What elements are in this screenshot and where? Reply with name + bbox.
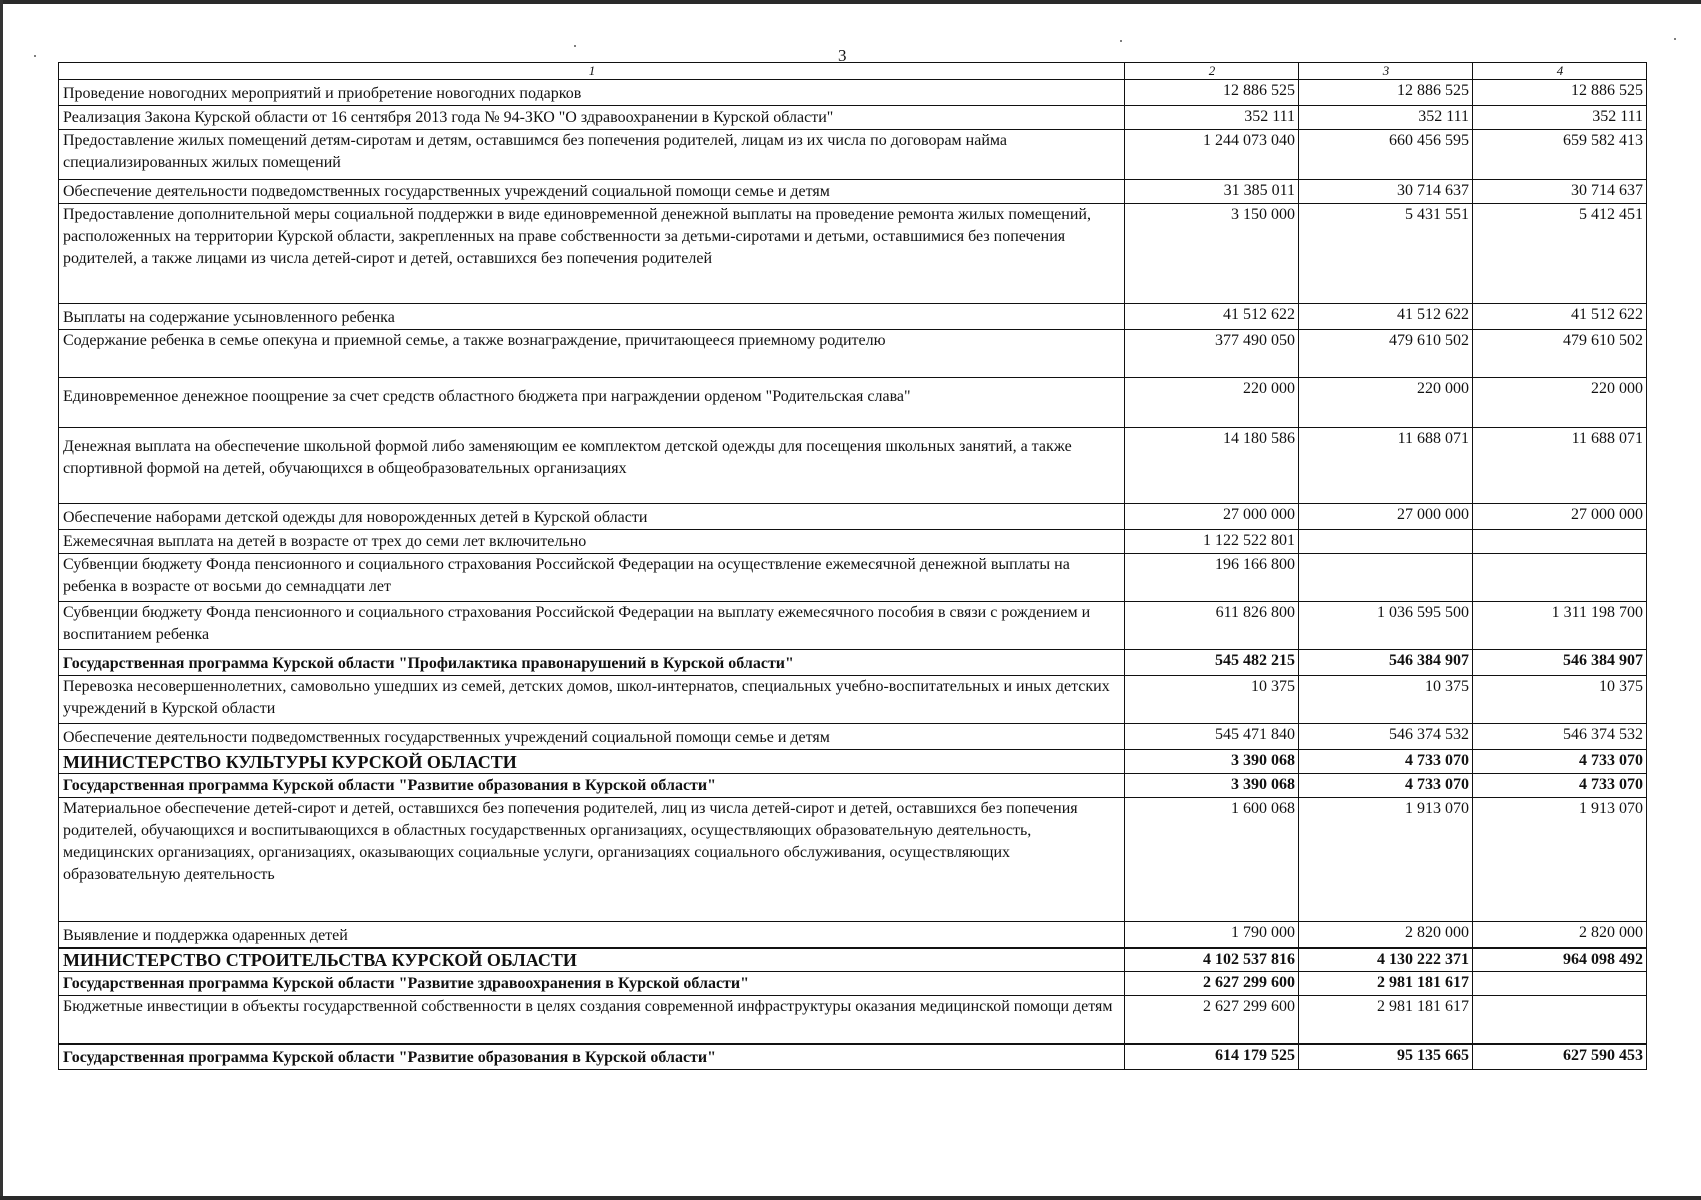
row-value-col4: 5 412 451 bbox=[1473, 204, 1647, 304]
row-value-col2: 31 385 011 bbox=[1125, 180, 1299, 204]
row-value-col4: 30 714 637 bbox=[1473, 180, 1647, 204]
row-value-col2: 10 375 bbox=[1125, 676, 1299, 724]
row-value-col2: 545 471 840 bbox=[1125, 724, 1299, 750]
row-value-col2: 2 627 299 600 bbox=[1125, 972, 1299, 996]
scan-edge-top bbox=[0, 0, 1701, 4]
table-row bbox=[59, 304, 1647, 330]
table-row bbox=[59, 774, 1647, 798]
row-value-col3 bbox=[1299, 530, 1473, 554]
table-row bbox=[59, 180, 1647, 204]
row-description: Субвенции бюджету Фонда пенсионного и социального страхования Российской Федерации на выплату ежемесячного пособия в связи с рождением и воспитанием ребенка bbox=[59, 602, 1125, 650]
row-value-col2: 352 111 bbox=[1125, 106, 1299, 130]
scan-speck bbox=[1674, 38, 1676, 40]
table-header-row bbox=[59, 63, 1647, 80]
row-description: Выплаты на содержание усыновленного ребенка bbox=[59, 304, 1125, 330]
row-value-col4: 27 000 000 bbox=[1473, 504, 1647, 530]
table-row bbox=[59, 106, 1647, 130]
table-row bbox=[59, 130, 1647, 180]
scan-edge-bottom bbox=[0, 1196, 1701, 1200]
table-row bbox=[59, 972, 1647, 996]
row-value-col4 bbox=[1473, 530, 1647, 554]
row-description: Перевозка несовершеннолетних, самовольно ушедших из семей, детских домов, школ-интернатов, специальных учебно-воспитательных и иных детских учреждений в Курской области bbox=[59, 676, 1125, 724]
row-description: Реализация Закона Курской области от 16 сентября 2013 года № 94-ЗКО "О здравоохранении в Курской области" bbox=[59, 106, 1125, 130]
row-value-col3: 4 733 070 bbox=[1299, 774, 1473, 798]
table-row bbox=[59, 428, 1647, 504]
row-description: Государственная программа Курской области "Профилактика правонарушений в Курской области" bbox=[59, 650, 1125, 676]
table-row bbox=[59, 724, 1647, 750]
column-number-2: 2 bbox=[1125, 63, 1299, 80]
row-value-col4 bbox=[1473, 996, 1647, 1044]
scan-speck bbox=[1120, 40, 1122, 42]
row-description: Проведение новогодних мероприятий и приобретение новогодних подарков bbox=[59, 80, 1125, 106]
row-value-col4: 11 688 071 bbox=[1473, 428, 1647, 504]
table-row bbox=[59, 602, 1647, 650]
scan-speck bbox=[574, 45, 576, 47]
row-value-col3: 12 886 525 bbox=[1299, 80, 1473, 106]
row-value-col2: 2 627 299 600 bbox=[1125, 996, 1299, 1044]
row-value-col3: 10 375 bbox=[1299, 676, 1473, 724]
row-description: Обеспечение деятельности подведомственных государственных учреждений социальной помощи семье и детям bbox=[59, 724, 1125, 750]
row-value-col3 bbox=[1299, 554, 1473, 602]
row-value-col3: 546 384 907 bbox=[1299, 650, 1473, 676]
table-row bbox=[59, 948, 1647, 972]
table-row bbox=[59, 996, 1647, 1044]
row-value-col2: 3 390 068 bbox=[1125, 774, 1299, 798]
row-value-col2: 614 179 525 bbox=[1125, 1044, 1299, 1070]
table-row bbox=[59, 330, 1647, 378]
row-value-col4: 479 610 502 bbox=[1473, 330, 1647, 378]
row-value-col4: 964 098 492 bbox=[1473, 948, 1647, 972]
row-value-col4: 546 384 907 bbox=[1473, 650, 1647, 676]
row-value-col3: 2 981 181 617 bbox=[1299, 996, 1473, 1044]
row-value-col2: 611 826 800 bbox=[1125, 602, 1299, 650]
row-value-col4: 4 733 070 bbox=[1473, 774, 1647, 798]
row-value-col3: 4 733 070 bbox=[1299, 750, 1473, 774]
row-value-col3: 479 610 502 bbox=[1299, 330, 1473, 378]
column-number-1: 1 bbox=[59, 63, 1125, 80]
table-row bbox=[59, 554, 1647, 602]
scan-speck bbox=[34, 55, 36, 57]
budget-table bbox=[58, 62, 1647, 1070]
row-value-col4: 220 000 bbox=[1473, 378, 1647, 428]
row-value-col3: 660 456 595 bbox=[1299, 130, 1473, 180]
row-description: Денежная выплата на обеспечение школьной формой либо заменяющим ее комплектом детской одежды для посещения школьных занятий, а также спортивной формой на детей, обучающихся в общеобразовательных организациях bbox=[59, 428, 1125, 504]
row-value-col4: 12 886 525 bbox=[1473, 80, 1647, 106]
row-value-col2: 41 512 622 bbox=[1125, 304, 1299, 330]
row-value-col4: 10 375 bbox=[1473, 676, 1647, 724]
row-value-col4: 1 913 070 bbox=[1473, 798, 1647, 922]
row-value-col3: 27 000 000 bbox=[1299, 504, 1473, 530]
row-value-col4: 659 582 413 bbox=[1473, 130, 1647, 180]
table-row bbox=[59, 80, 1647, 106]
row-value-col3: 2 820 000 bbox=[1299, 922, 1473, 948]
row-description: Предоставление жилых помещений детям-сиротам и детям, оставшимся без попечения родителей, лицам из их числа по договорам найма специализированных жилых помещений bbox=[59, 130, 1125, 180]
row-value-col3: 11 688 071 bbox=[1299, 428, 1473, 504]
table-row bbox=[59, 650, 1647, 676]
row-value-col4 bbox=[1473, 972, 1647, 996]
table-row bbox=[59, 504, 1647, 530]
row-value-col4: 1 311 198 700 bbox=[1473, 602, 1647, 650]
row-value-col2: 27 000 000 bbox=[1125, 504, 1299, 530]
row-value-col4 bbox=[1473, 554, 1647, 602]
row-value-col2: 377 490 050 bbox=[1125, 330, 1299, 378]
row-description: МИНИСТЕРСТВО КУЛЬТУРЫ КУРСКОЙ ОБЛАСТИ bbox=[59, 750, 1125, 774]
table-row bbox=[59, 750, 1647, 774]
page-number: 3 bbox=[838, 46, 847, 65]
row-value-col2: 3 390 068 bbox=[1125, 750, 1299, 774]
row-description: Выявление и поддержка одаренных детей bbox=[59, 922, 1125, 948]
table-row bbox=[59, 922, 1647, 948]
row-value-col3: 4 130 222 371 bbox=[1299, 948, 1473, 972]
row-value-col2: 14 180 586 bbox=[1125, 428, 1299, 504]
row-value-col4: 352 111 bbox=[1473, 106, 1647, 130]
row-description: МИНИСТЕРСТВО СТРОИТЕЛЬСТВА КУРСКОЙ ОБЛАСТИ bbox=[59, 948, 1125, 972]
table-row bbox=[59, 676, 1647, 724]
row-value-col2: 220 000 bbox=[1125, 378, 1299, 428]
scan-edge-left bbox=[0, 0, 3, 1200]
table-row bbox=[59, 378, 1647, 428]
row-description: Государственная программа Курской области "Развитие здравоохранения в Курской области" bbox=[59, 972, 1125, 996]
row-description: Единовременное денежное поощрение за счет средств областного бюджета при награждении орденом "Родительская слава" bbox=[59, 378, 1125, 428]
row-description: Государственная программа Курской области "Развитие образования в Курской области" bbox=[59, 774, 1125, 798]
row-value-col3: 2 981 181 617 bbox=[1299, 972, 1473, 996]
row-description: Субвенции бюджету Фонда пенсионного и социального страхования Российской Федерации на осуществление ежемесячной денежной выплаты на ребенка в возрасте от восьми до семнадцати лет bbox=[59, 554, 1125, 602]
table-row bbox=[59, 530, 1647, 554]
row-value-col2: 1 600 068 bbox=[1125, 798, 1299, 922]
row-value-col3: 5 431 551 bbox=[1299, 204, 1473, 304]
row-description: Обеспечение наборами детской одежды для новорожденных детей в Курской области bbox=[59, 504, 1125, 530]
row-description: Бюджетные инвестиции в объекты государственной собственности в целях создания современной инфраструктуры оказания медицинской помощи детям bbox=[59, 996, 1125, 1044]
row-description: Содержание ребенка в семье опекуна и приемной семье, а также вознаграждение, причитающееся приемному родителю bbox=[59, 330, 1125, 378]
row-value-col3: 41 512 622 bbox=[1299, 304, 1473, 330]
row-value-col4: 4 733 070 bbox=[1473, 750, 1647, 774]
row-value-col4: 627 590 453 bbox=[1473, 1044, 1647, 1070]
row-value-col2: 196 166 800 bbox=[1125, 554, 1299, 602]
row-value-col3: 95 135 665 bbox=[1299, 1044, 1473, 1070]
row-description: Ежемесячная выплата на детей в возрасте от трех до семи лет включительно bbox=[59, 530, 1125, 554]
row-value-col2: 1 790 000 bbox=[1125, 922, 1299, 948]
column-number-3: 3 bbox=[1299, 63, 1473, 80]
row-value-col3: 1 036 595 500 bbox=[1299, 602, 1473, 650]
row-description: Предоставление дополнительной меры социальной поддержки в виде единовременной денежной выплаты на проведение ремонта жилых помещений, расположенных на территории Курской области, закрепленных на праве собственности за детьми-сиротами и детьми, оставшимися без попечения родителей, а также лицами из числа детей-сирот и детей, оставшихся без попечения родителей bbox=[59, 204, 1125, 304]
table-row bbox=[59, 1044, 1647, 1070]
row-value-col2: 3 150 000 bbox=[1125, 204, 1299, 304]
row-value-col2: 12 886 525 bbox=[1125, 80, 1299, 106]
row-value-col3: 30 714 637 bbox=[1299, 180, 1473, 204]
row-description: Обеспечение деятельности подведомственных государственных учреждений социальной помощи семье и детям bbox=[59, 180, 1125, 204]
table-row bbox=[59, 204, 1647, 304]
row-value-col4: 41 512 622 bbox=[1473, 304, 1647, 330]
column-number-4: 4 bbox=[1473, 63, 1647, 80]
table-row bbox=[59, 798, 1647, 922]
row-description: Государственная программа Курской области "Развитие образования в Курской области" bbox=[59, 1044, 1125, 1070]
row-value-col2: 1 122 522 801 bbox=[1125, 530, 1299, 554]
row-value-col2: 1 244 073 040 bbox=[1125, 130, 1299, 180]
row-value-col2: 4 102 537 816 bbox=[1125, 948, 1299, 972]
row-value-col3: 1 913 070 bbox=[1299, 798, 1473, 922]
row-value-col4: 546 374 532 bbox=[1473, 724, 1647, 750]
row-value-col3: 352 111 bbox=[1299, 106, 1473, 130]
row-value-col3: 220 000 bbox=[1299, 378, 1473, 428]
row-value-col2: 545 482 215 bbox=[1125, 650, 1299, 676]
row-value-col4: 2 820 000 bbox=[1473, 922, 1647, 948]
row-value-col3: 546 374 532 bbox=[1299, 724, 1473, 750]
row-description: Материальное обеспечение детей-сирот и детей, оставшихся без попечения родителей, лиц из числа детей-сирот и детей, оставшихся без попечения родителей, обучающихся и воспитывающихся в областных государственных организациях, осуществляющих образовательную деятельность, медицинских организациях, организациях, оказывающих социальные услуги, организациях социального обслуживания, осуществляющих образовательную деятельность bbox=[59, 798, 1125, 922]
